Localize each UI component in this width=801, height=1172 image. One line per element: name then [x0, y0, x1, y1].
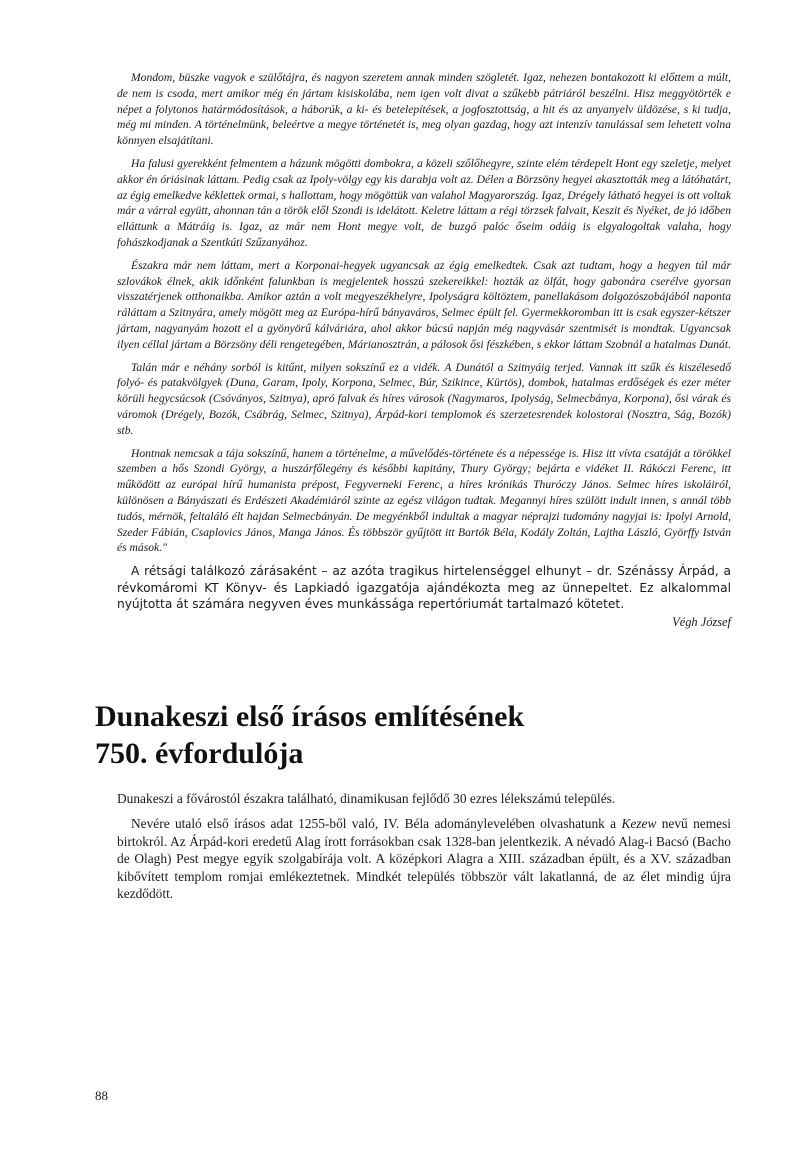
article-title-line-1: Dunakeszi első írásos említésének [95, 699, 525, 733]
article-title-line-2: 750. évfordulója [95, 736, 304, 770]
quote-paragraph-2: Ha falusi gyerekként felmentem a házunk mögötti dombokra, a közeli szőlőhegyre, szinte elém térdepelt Hont egy szeletje, melyet akkor én óriásinak láttam. Pedig csak az Ipoly-völgy egy kis darabja volt az. Délen a Börzsöny hegyei akasztották meg a látóhatárt, az égig emelkedve kéklettek ormai, s hallottam, hogy mögöttük van valahol Magyarország. Igaz, Drégely látható hegyei is ott voltak már a várral együtt, ahonnan tán a török elől Szondi is idelátott. Keletre láttam a régi törzsek falvait, Keszit és Nyéket, de jó időben elláttunk a Mátráig is. Igaz, az már nem Hont megye volt, de buzgó palóc őseim odáig is elgyalogoltak valaha, hogy fohászkodjanak a Szentkúti Szűzanyához. [117, 156, 731, 249]
quoted-recollection [117, 70, 731, 556]
article-body [117, 790, 731, 902]
article-paragraph-2 [117, 815, 731, 902]
closing-paragraph: A rétsági találkozó zárásaként – az azóta tragikus hirtelenséggel elhunyt – dr. Szénássy Árpád, a révkomáromi KT Könyv- és Lapkiadó igazgatója ajándékozta meg az ünnepeltet. Ez alkalommal nyújtotta át számára negyven éves munkássága repertóriumát tartalmazó kötetet. [117, 564, 731, 612]
quote-paragraph-5: Hontnak nemcsak a tája sokszínű, hanem a történelme, a művelődés-története és a népessége is. Hisz itt vívta csatáját a törökkel szemben a hős Szondi György, a huszárfőlegény és későbbi kapitány, Thury György; bejárta e vidéket II. Rákóczi Ferenc, itt működött az európai hírű humanista prépost, Fegyverneki Ferenc, a híres krónikás Thuróczy János. Selmec híres iskoláiról, különösen a Bányászati és Erdészeti Akadémiáról szinte az egész világon tudtak. Megannyi híres szülött indult innen, s annál több tudós, mérnök, feltaláló élt hajdan Selmecbányán. De megyénkből indultak a magyar néprajzi tudomány nagyjai is: Ipolyi Arnold, Szeder Fábián, Csaplovics János, Manga János. És többször gyűjtött itt Bartók Béla, Kodály Zoltán, Lajtha László, Györffy István és mások." [117, 446, 731, 555]
quote-paragraph-1: Mondom, büszke vagyok e szülőtájra, és nagyon szeretem annak minden szögletét. Igaz, nehezen bontakozott ki előttem a múlt, de nem is csoda, mert amikor még én jártam kisiskolába, nem igen volt divat a szűkebb pátriáról beszélni. Hisz meggyötörték e népet a folytonos határmódosítások, a háborúk, a ki- és betelepítések, a jogfosztottság, a hit és az anyanyelv üldözése, s ki tudja, még mi minden. A történelmünk, beleértve a megye történetét is, meg olyan gazdag, hogy azt intenzív tanulással sem lehetett volna könnyen elsajátítani. [117, 71, 731, 148]
quote-paragraph-3: Északra már nem láttam, mert a Korponai-hegyek ugyancsak az égig emelkedtek. Csak azt tudtam, hogy a hegyen túl már szlovákok élnek, akik időnként falunkban is megjelentek hosszú szekereikkel: hozták az ölfát, hogy gabonára cserélve gyorsan visszatérjenek otthonaikba. Amikor aztán a volt megyeszékhelyre, Ipolyságra költöztem, panellakásom dolgozószobájából naponta ráláttam a Szitnyára, amely mögött meg az Európa-hírű bányaváros, Selmec épült fel. Gyermekkoromban itt is csak egyszer-kétszer jártam, nagyanyám hozott el a gyönyörű kálváriára, ahol akkor búcsú napján még nagyvásár szentmisét is mondtak. Ugyancsak ilyen céllal jártam a Börzsöny déli rengetegében, Márianosztrán, a pálosok ősi fészkében, s ekkor láttam Szobnál a hatalmas Dunát. [117, 258, 731, 351]
page-number: 88 [95, 1088, 108, 1103]
page-content [95, 70, 731, 910]
quote-paragraph-4: Talán már e néhány sorból is kitűnt, milyen sokszínű ez a vidék. A Dunától a Szitnyáig terjed. Vannak itt szűk és kiszélesedő folyó- és patakvölgyek (Duna, Garam, Ipoly, Korpona, Selmec, Búr, Szikince, Kürtös), dombok, hatalmas erdőségek és ezer méter körüli hegycsúcsok (Csóványos, Szitnya), apró falvak és híres városok (Nagymaros, Ipolyság, Selmecbánya, Korpona), ősi várak és váromok (Drégely, Bozók, Csábrág, Selmec, Szitnya), Árpád-kori templomok és szerzetesrendek kolostorai (Nosztra, Ság, Bozók) stb. [117, 360, 731, 437]
author-signature: Végh József [672, 614, 731, 629]
article-paragraph-2-rest: nevű nemesi birtokról. Az Árpád-kori eredetű Alag írott forrásokban csak 1328-ban jelentkezik. A névadó Alag-i Bacsó (Bacho de Olagh) Pest megye egyik szolgabírája volt. A középkori Alagra a XIII. században épült, és a XV. században kibővített templom romjai emlékeztetnek. Mindkét település többször vált lakatlanná, de az élet mindig újra kezdődött. [117, 816, 731, 901]
article-paragraph-2-lead: Nevére utaló első írásos adat 1255-ből való, IV. Béla adománylevelében olvashatunk a [131, 816, 622, 832]
article-paragraph-1: Dunakeszi a fővárostól északra található, dinamikusan fejlődő 30 ezres lélekszámú település. [117, 790, 616, 806]
estate-name-italic: Kezew [621, 816, 657, 832]
article-title [95, 698, 731, 772]
